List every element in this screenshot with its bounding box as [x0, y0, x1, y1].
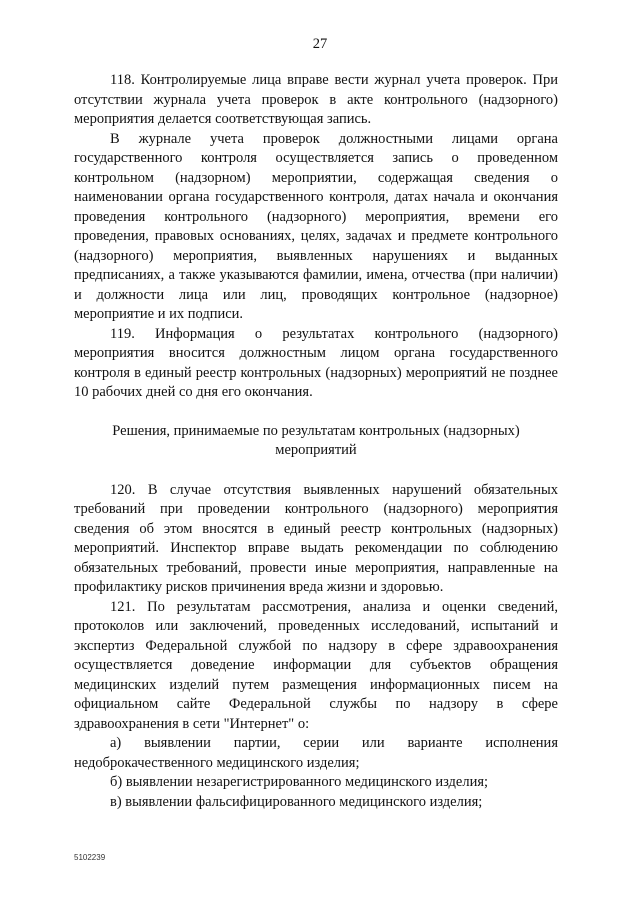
page-number: 27 — [312, 36, 328, 52]
paragraph-119: 119. Информация о результатах контрольного (надзорного) мероприятия вносится должностным лицом органа государственного контроля в единый реестр контрольных (надзорных) мероприятий не позднее 10 рабочих дней со дня его окончания. — [74, 325, 558, 400]
list-item-c: в) выявлении фальсифицированного медицинского изделия; — [110, 793, 483, 810]
paragraph-121: 121. По результатам рассмотрения, анализа и оценки сведений, протоколов или заключений, проведенных исследований, испытаний и экспертиз Федеральной службой по надзору в сфере здравоохранения осуществляется доведение информации для субъектов обращения медицинских изделий путем размещения информационных писем на официальном сайте Федеральной службы по надзору в сфере здравоохранения в сети "Интернет" о: — [74, 598, 558, 732]
document-body — [74, 71, 558, 812]
paragraph-journal-record: В журнале учета проверок должностными лицами органа государственного контроля осуществляется запись о проведенном контрольном (надзорном) мероприятии, содержащая сведения о наименовании органа государственного контроля, датах начала и окончания проведения контрольного (надзорного) мероприятия, времени его проведения, правовых основаниях, целях, задачах и предмете контрольного (надзорного) мероприятия, выявленных нарушениях и выданных предписаниях, а также указываются фамилии, имена, отчества (при наличии) и должности лица или лиц, проводящих контрольное (надзорное) мероприятие и их подписи. — [74, 130, 558, 322]
list-item-a: а) выявлении партии, серии или варианте исполнения недоброкачественного медицинского изделия; — [74, 735, 558, 771]
list-item-b: б) выявлении незарегистрированного медицинского изделия; — [110, 774, 489, 790]
document-code: 5102239 — [74, 853, 106, 862]
section-heading: Решения, принимаемые по результатам контрольных (надзорных) мероприятий — [112, 422, 520, 458]
paragraph-120: 120. В случае отсутствия выявленных нарушений обязательных требований при проведении контрольного (надзорного) мероприятия сведения об этом вносятся в единый реестр контрольных (надзорных) мероприятий. Инспектор вправе выдать рекомендации по соблюдению обязательных требований, провести иные мероприятия, направленные на профилактику рисков причинения вреда жизни и здоровью. — [74, 481, 558, 595]
paragraph-118: 118. Контролируемые лица вправе вести журнал учета проверок. При отсутствии журнала учета проверок в акте контрольного (надзорного) мероприятия делается соответствующая запись. — [74, 72, 558, 127]
